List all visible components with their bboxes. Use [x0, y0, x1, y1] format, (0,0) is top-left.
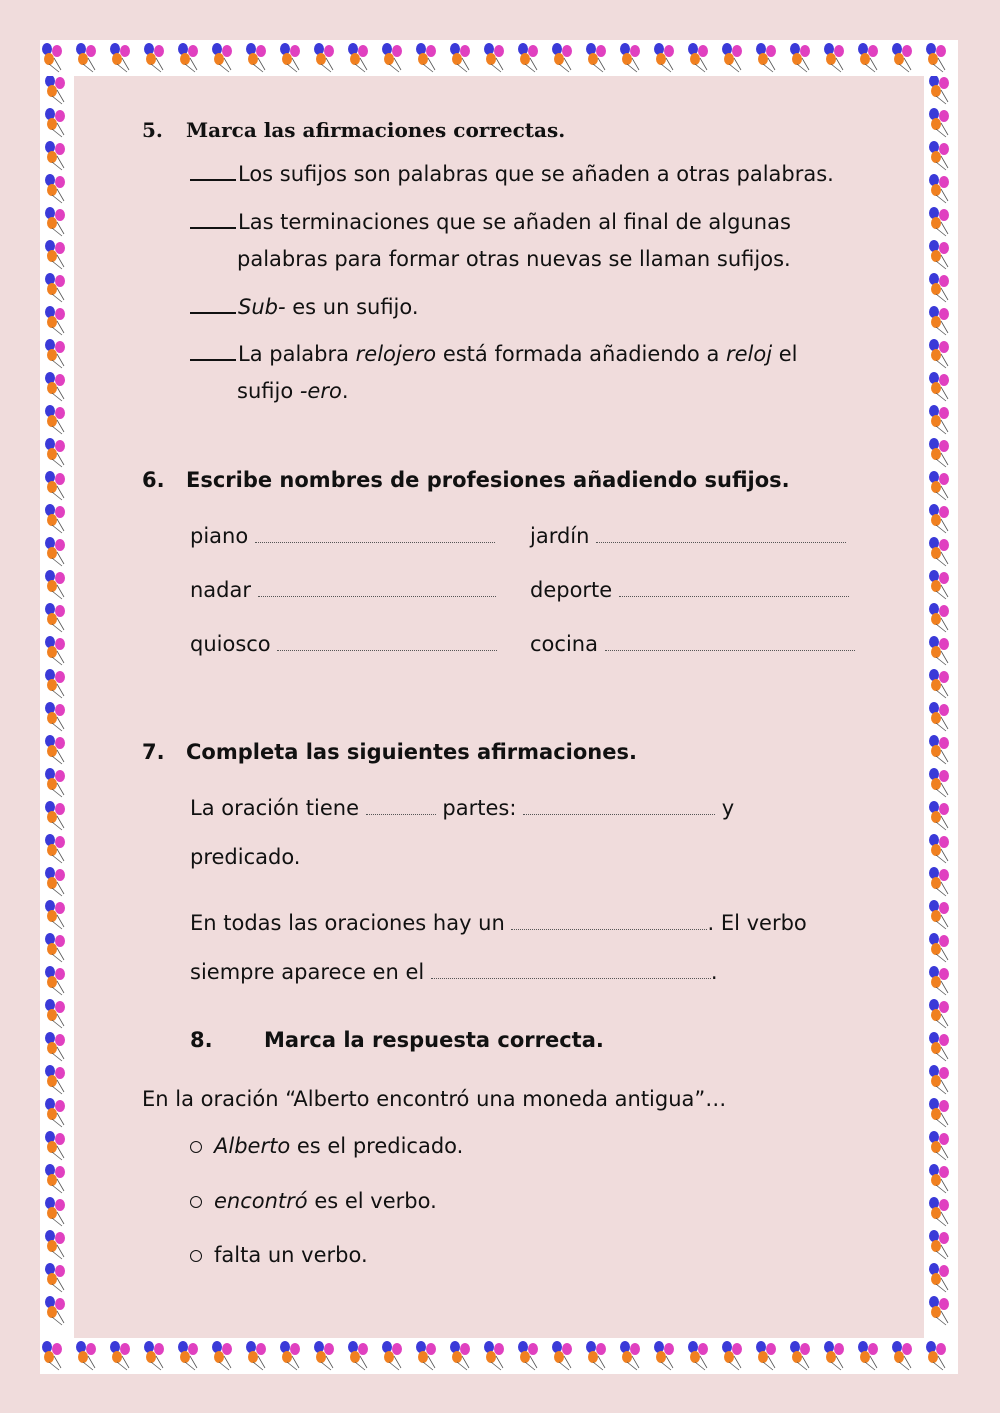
- answer-line[interactable]: [255, 524, 495, 543]
- answer-blank[interactable]: [190, 292, 236, 314]
- radio-circle-icon[interactable]: [190, 1141, 202, 1153]
- q6-word-deporte: deporte: [530, 572, 849, 609]
- radio-circle-icon[interactable]: [190, 1196, 202, 1208]
- q5-item-2: Las terminaciones que se añaden al final de algunas: [190, 204, 791, 241]
- q7-title: 7. Completa las siguientes afirmaciones.: [142, 740, 637, 764]
- answer-line[interactable]: [523, 796, 715, 815]
- answer-line[interactable]: [605, 632, 855, 651]
- q6-word-piano: piano: [190, 518, 495, 555]
- answer-line[interactable]: [596, 524, 846, 543]
- answer-blank[interactable]: [190, 159, 236, 181]
- q5-item-4-cont: sufijo -ero.: [237, 379, 349, 403]
- radio-circle-icon[interactable]: [190, 1250, 202, 1262]
- answer-line[interactable]: [511, 911, 707, 930]
- q5-item-2-cont: palabras para formar otras nuevas se llaman sufijos.: [237, 247, 791, 271]
- q6-title: 6. Escribe nombres de profesiones añadiendo sufijos.: [142, 468, 790, 492]
- q5-item-4: La palabra relojero está formada añadiendo a reloj el: [190, 336, 798, 373]
- q5-item-1: Los sufijos son palabras que se añaden a otras palabras.: [190, 156, 834, 193]
- q8-prompt: En la oración “Alberto encontró una moneda antigua”…: [142, 1087, 727, 1111]
- q7-sentence-1-cont: predicado.: [190, 845, 301, 869]
- q6-word-cocina: cocina: [530, 626, 855, 663]
- q7-sentence-2-cont: siempre aparece en el .: [190, 960, 718, 984]
- q6-word-quiosco: quiosco: [190, 626, 497, 663]
- q6-word-jardin: jardín: [530, 518, 846, 555]
- q8-option-3[interactable]: falta un verbo.: [190, 1243, 368, 1267]
- q7-sentence-2: En todas las oraciones hay un . El verbo: [190, 911, 807, 935]
- q8-option-2[interactable]: encontró es el verbo.: [190, 1189, 437, 1213]
- q8-option-1[interactable]: Alberto es el predicado.: [190, 1134, 463, 1158]
- answer-line[interactable]: [431, 960, 711, 979]
- answer-line[interactable]: [258, 578, 496, 597]
- q5-title: 5. Marca las afirmaciones correctas.: [142, 118, 566, 142]
- answer-blank[interactable]: [190, 339, 236, 361]
- answer-line[interactable]: [366, 796, 436, 815]
- answer-blank[interactable]: [190, 207, 236, 229]
- q6-word-nadar: nadar: [190, 572, 496, 609]
- q7-sentence-1: La oración tiene partes: y: [190, 796, 735, 820]
- answer-line[interactable]: [277, 632, 497, 651]
- q8-title: 8. Marca la respuesta correcta.: [190, 1028, 604, 1052]
- answer-line[interactable]: [619, 578, 849, 597]
- q5-item-3: Sub- es un sufijo.: [190, 289, 419, 326]
